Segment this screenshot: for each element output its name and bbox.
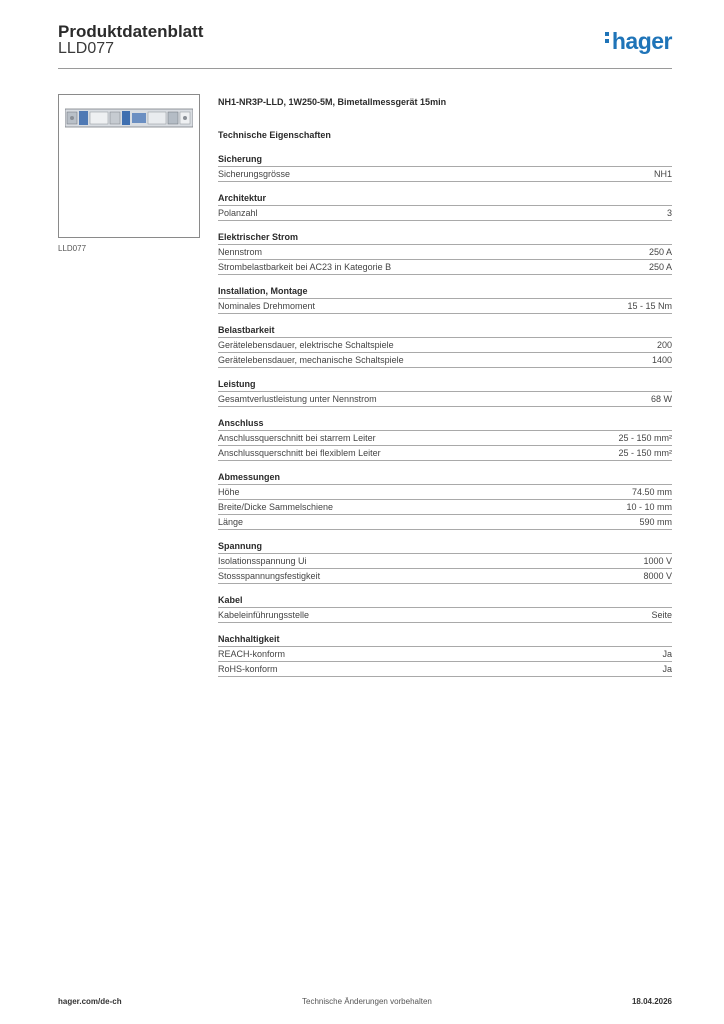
- section-title: Sicherung: [218, 153, 672, 167]
- spec-label: Anschlussquerschnitt bei starrem Leiter: [218, 433, 376, 443]
- spec-row: [218, 647, 672, 662]
- specs-content: [218, 96, 672, 677]
- spec-value: 250 A: [648, 247, 672, 257]
- spec-label: RoHS-konform: [218, 664, 278, 674]
- spec-row: [218, 515, 672, 530]
- fuse-switch-disconnector-icon: [65, 107, 193, 129]
- spec-label: Nominales Drehmoment: [218, 301, 316, 311]
- spec-row: [218, 608, 672, 623]
- product-image: [58, 94, 200, 238]
- spec-value: 74.50 mm: [631, 487, 672, 497]
- image-caption: LLD077: [58, 244, 87, 253]
- spec-section: [218, 633, 672, 677]
- spec-section: [218, 378, 672, 407]
- spec-label: Kabeleinführungsstelle: [218, 610, 310, 620]
- spec-value: 68 W: [650, 394, 672, 404]
- spec-section: [218, 285, 672, 314]
- spec-value: 250 A: [648, 262, 672, 272]
- spec-row: [218, 338, 672, 353]
- spec-label: Anschlussquerschnitt bei flexiblem Leiter: [218, 448, 381, 458]
- spec-label: Gerätelebensdauer, mechanische Schaltspiele: [218, 355, 404, 365]
- spec-value: 200: [656, 340, 672, 350]
- spec-section: [218, 231, 672, 275]
- spec-label: Nennstrom: [218, 247, 263, 257]
- section-title: Installation, Montage: [218, 285, 672, 299]
- spec-row: [218, 353, 672, 368]
- spec-label: Gerätelebensdauer, elektrische Schaltspiele: [218, 340, 394, 350]
- spec-value: 3: [666, 208, 672, 218]
- spec-label: Breite/Dicke Sammelschiene: [218, 502, 334, 512]
- spec-section: [218, 324, 672, 368]
- logo-text: hager: [611, 28, 672, 54]
- spec-label: Polanzahl: [218, 208, 258, 218]
- document-code: LLD077: [58, 40, 115, 57]
- spec-value: 10 - 10 mm: [626, 502, 672, 512]
- spec-value: 1400: [651, 355, 672, 365]
- spec-row: [218, 245, 672, 260]
- spec-row: [218, 299, 672, 314]
- section-title: Abmessungen: [218, 471, 672, 485]
- footer-date: 18.04.2026: [631, 997, 672, 1006]
- logo-colon-icon: [605, 29, 610, 46]
- spec-label: REACH-konform: [218, 649, 286, 659]
- spec-value: Ja: [662, 664, 672, 674]
- spec-row: [218, 206, 672, 221]
- spec-value: 25 - 150 mm²: [618, 433, 672, 443]
- spec-label: Strombelastbarkeit bei AC23 in Kategorie B: [218, 262, 392, 272]
- spec-row: [218, 662, 672, 677]
- spec-value: 590 mm: [639, 517, 672, 527]
- spec-row: [218, 569, 672, 584]
- spec-label: Höhe: [218, 487, 240, 497]
- spec-value: 15 - 15 Nm: [627, 301, 672, 311]
- spec-label: Gesamtverlustleistung unter Nennstrom: [218, 394, 377, 404]
- section-title: Leistung: [218, 378, 672, 392]
- page-header: [58, 20, 672, 70]
- spec-label: Sicherungsgrösse: [218, 169, 291, 179]
- spec-section: [218, 153, 672, 182]
- spec-value: 1000 V: [643, 556, 672, 566]
- section-title: Nachhaltigkeit: [218, 633, 672, 647]
- spec-label: Länge: [218, 517, 244, 527]
- spec-section: [218, 471, 672, 530]
- spec-row: [218, 446, 672, 461]
- technical-properties-title: Technische Eigenschaften: [218, 130, 331, 140]
- page-footer: [58, 997, 672, 1011]
- spec-section: [218, 192, 672, 221]
- spec-value: 25 - 150 mm²: [618, 448, 672, 458]
- spec-section: [218, 417, 672, 461]
- footer-website: hager.com/de-ch: [58, 997, 122, 1006]
- footer-notice: Technische Änderungen vorbehalten: [302, 997, 432, 1006]
- section-title: Spannung: [218, 540, 672, 554]
- hager-logo: [605, 28, 672, 55]
- spec-row: [218, 485, 672, 500]
- spec-value: Seite: [651, 610, 672, 620]
- spec-value: 8000 V: [643, 571, 672, 581]
- spec-label: Isolationsspannung Ui: [218, 556, 307, 566]
- document-title: Produktdatenblatt: [58, 22, 204, 41]
- spec-row: [218, 260, 672, 275]
- section-title: Belastbarkeit: [218, 324, 672, 338]
- spec-row: [218, 500, 672, 515]
- spec-value: NH1: [653, 169, 672, 179]
- spec-row: [218, 554, 672, 569]
- spec-row: [218, 392, 672, 407]
- spec-value: Ja: [662, 649, 672, 659]
- product-description: NH1-NR3P-LLD, 1W250-5M, Bimetallmessgerät 15min: [218, 97, 447, 107]
- section-title: Elektrischer Strom: [218, 231, 672, 245]
- spec-section: [218, 594, 672, 623]
- spec-row: [218, 431, 672, 446]
- section-title: Kabel: [218, 594, 672, 608]
- section-title: Anschluss: [218, 417, 672, 431]
- header-divider: [58, 68, 672, 69]
- spec-sections: [218, 153, 672, 677]
- spec-row: [218, 167, 672, 182]
- spec-label: Stossspannungsfestigkeit: [218, 571, 321, 581]
- section-title: Architektur: [218, 192, 672, 206]
- spec-section: [218, 540, 672, 584]
